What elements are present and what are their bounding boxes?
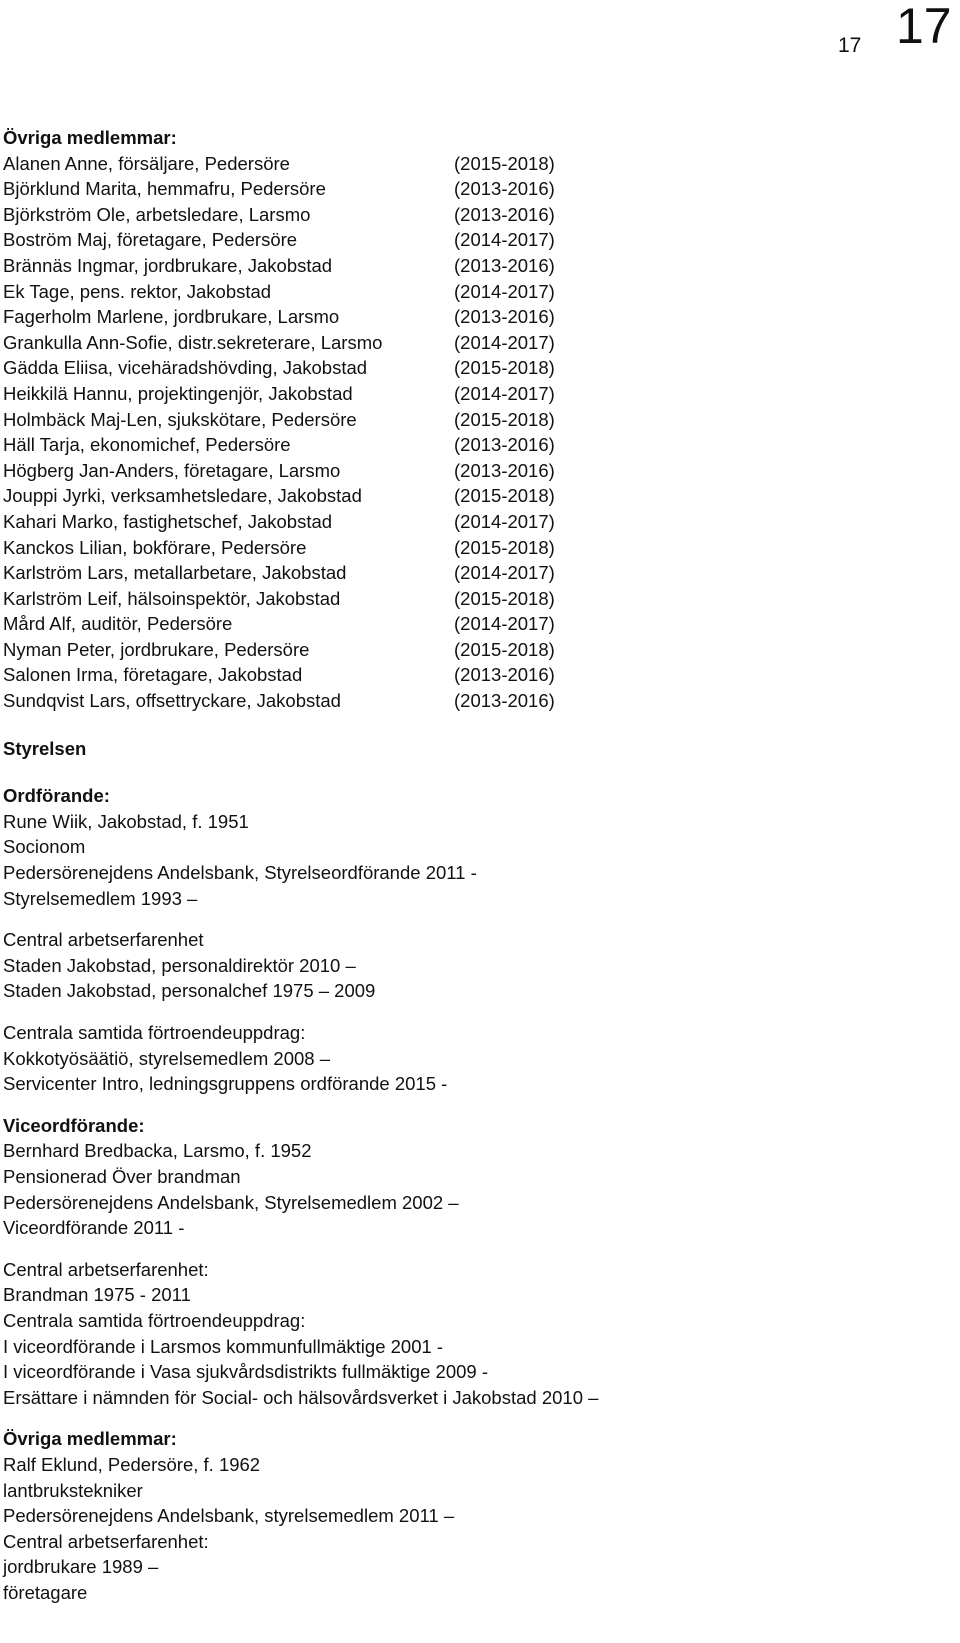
- board-member-line: Pedersörenejdens Andelsbank, styrelsemedlem 2011 –: [3, 1505, 455, 1527]
- member-row: [3, 279, 948, 305]
- member-row: [3, 637, 948, 663]
- member-name: Heikkilä Hannu, projektingenjör, Jakobstad: [3, 382, 353, 404]
- chair-line: Styrelsemedlem 1993 –: [3, 887, 198, 909]
- member-term: (2014-2017): [454, 562, 555, 584]
- member-term: (2014-2017): [454, 331, 555, 353]
- member-term: (2015-2018): [454, 587, 555, 609]
- member-row: [3, 432, 948, 458]
- member-row: [3, 483, 948, 509]
- member-row: [3, 560, 948, 586]
- member-row: [3, 330, 948, 356]
- vice-chair-line: Bernhard Bredbacka, Larsmo, f. 1952: [3, 1140, 312, 1162]
- member-term: (2015-2018): [454, 638, 555, 660]
- board-member-line: företagare: [3, 1581, 88, 1603]
- member-term: (2013-2016): [454, 306, 555, 328]
- member-row: [3, 611, 948, 637]
- member-row: [3, 509, 948, 535]
- member-row: [3, 586, 948, 612]
- document-body: [3, 125, 948, 1605]
- member-term: (2013-2016): [454, 664, 555, 686]
- member-name: Boström Maj, företagare, Pedersöre: [3, 229, 298, 251]
- member-name: Gädda Eliisa, vicehäradshövding, Jakobstad: [3, 357, 368, 379]
- member-name: Björkström Ole, arbetsledare, Larsmo: [3, 203, 311, 225]
- member-name: Karlström Lars, metallarbetare, Jakobstad: [3, 562, 347, 584]
- member-row: [3, 355, 948, 381]
- member-name: Salonen Irma, företagare, Jakobstad: [3, 664, 303, 686]
- member-term: (2014-2017): [454, 280, 555, 302]
- member-row: [3, 407, 948, 433]
- member-term: (2015-2018): [454, 485, 555, 507]
- member-name: Jouppi Jyrki, verksamhetsledare, Jakobstad: [3, 485, 362, 507]
- member-row: [3, 688, 948, 714]
- member-term: (2015-2018): [454, 357, 555, 379]
- vice-chair-trust-line: I viceordförande i Larsmos kommunfullmäktige 2001 -: [3, 1335, 444, 1357]
- member-term: (2014-2017): [454, 510, 555, 532]
- member-name: Brännäs Ingmar, jordbrukare, Jakobstad: [3, 254, 333, 276]
- vice-chair-line: Pedersörenejdens Andelsbank, Styrelsemedlem 2002 –: [3, 1191, 459, 1213]
- member-name: Nyman Peter, jordbrukare, Pedersöre: [3, 638, 310, 660]
- board-member-line: Central arbetserfarenhet:: [3, 1530, 209, 1552]
- vice-chair-experience-line: Brandman 1975 - 2011: [3, 1284, 191, 1306]
- vice-chair-line: Pensionerad Över brandman: [3, 1165, 241, 1187]
- page-number-small: 17: [838, 34, 862, 57]
- member-term: (2015-2018): [454, 536, 555, 558]
- member-row: [3, 176, 948, 202]
- member-row: [3, 227, 948, 253]
- member-term: (2013-2016): [454, 690, 555, 712]
- member-name: Kanckos Lilian, bokförare, Pedersöre: [3, 536, 307, 558]
- vice-chair-experience-heading: Central arbetserfarenhet:: [3, 1258, 209, 1280]
- board-heading: Styrelsen: [3, 737, 87, 759]
- member-row: [3, 304, 948, 330]
- chair-lines: [3, 809, 948, 911]
- member-name: Kahari Marko, fastighetschef, Jakobstad: [3, 510, 333, 532]
- chair-line: Socionom: [3, 836, 86, 858]
- member-term: (2015-2018): [454, 152, 555, 174]
- board-member-line: jordbrukare 1989 –: [3, 1556, 159, 1578]
- member-term: (2013-2016): [454, 203, 555, 225]
- member-row: [3, 151, 948, 177]
- chair-trust-line: Kokkotyösäätiö, styrelsemedlem 2008 –: [3, 1047, 331, 1069]
- member-term: (2014-2017): [454, 613, 555, 635]
- member-term: (2015-2018): [454, 408, 555, 430]
- member-term: (2013-2016): [454, 459, 555, 481]
- member-name: Ek Tage, pens. rektor, Jakobstad: [3, 280, 272, 302]
- vice-chair-line: Viceordförande 2011 -: [3, 1217, 185, 1239]
- member-name: Björklund Marita, hemmafru, Pedersöre: [3, 178, 326, 200]
- chair-trust-heading: Centrala samtida förtroendeuppdrag:: [3, 1022, 306, 1043]
- member-list: [3, 151, 948, 714]
- member-name: Högberg Jan-Anders, företagare, Larsmo: [3, 459, 341, 481]
- member-row: [3, 202, 948, 228]
- board-member-line: lantbrukstekniker: [3, 1479, 143, 1501]
- chair-experience-line: Staden Jakobstad, personalchef 1975 – 2009: [3, 980, 376, 1002]
- member-name: Holmbäck Maj-Len, sjukskötare, Pedersöre: [3, 408, 357, 430]
- member-name: Alanen Anne, försäljare, Pedersöre: [3, 152, 290, 174]
- board-other-members-heading: Övriga medlemmar:: [3, 1428, 177, 1450]
- vice-chair-trust-heading: Centrala samtida förtroendeuppdrag:: [3, 1309, 306, 1331]
- member-row: [3, 662, 948, 688]
- member-term: (2013-2016): [454, 178, 555, 200]
- chair-experience-heading: Central arbetserfarenhet: [3, 929, 204, 951]
- member-row: [3, 535, 948, 561]
- member-name: Häll Tarja, ekonomichef, Pedersöre: [3, 434, 291, 456]
- member-name: Karlström Leif, hälsoinspektör, Jakobstad: [3, 587, 341, 609]
- chair-heading: Ordförande:: [3, 785, 110, 807]
- member-name: Grankulla Ann-Sofie, distr.sekreterare, Larsmo: [3, 331, 383, 353]
- member-row: [3, 458, 948, 484]
- vice-chair-trust-line: Ersättare i nämnden för Social- och hälsovårdsverket i Jakobstad 2010 –: [3, 1386, 599, 1408]
- vice-chair-heading: Viceordförande:: [3, 1114, 145, 1136]
- chair-experience-line: Staden Jakobstad, personaldirektör 2010 –: [3, 954, 356, 976]
- chair-trust-line: Servicenter Intro, ledningsgruppens ordförande 2015 -: [3, 1073, 448, 1095]
- other-members-heading: Övriga medlemmar:: [3, 127, 177, 148]
- page-number-large: 17: [896, 0, 952, 54]
- member-term: (2014-2017): [454, 382, 555, 404]
- board-member-line: Ralf Eklund, Pedersöre, f. 1962: [3, 1453, 261, 1475]
- chair-line: Pedersörenejdens Andelsbank, Styrelseordförande 2011 -: [3, 862, 477, 884]
- member-term: (2013-2016): [454, 434, 555, 456]
- vice-chair-trust-line: I viceordförande i Vasa sjukvårdsdistrikts fullmäktige 2009 -: [3, 1361, 488, 1383]
- member-term: (2013-2016): [454, 254, 555, 276]
- member-row: [3, 253, 948, 279]
- member-row: [3, 381, 948, 407]
- member-term: (2014-2017): [454, 229, 555, 251]
- chair-line: Rune Wiik, Jakobstad, f. 1951: [3, 810, 249, 832]
- member-name: Fagerholm Marlene, jordbrukare, Larsmo: [3, 306, 340, 328]
- member-name: Sundqvist Lars, offsettryckare, Jakobstad: [3, 690, 341, 712]
- member-name: Mård Alf, auditör, Pedersöre: [3, 613, 233, 635]
